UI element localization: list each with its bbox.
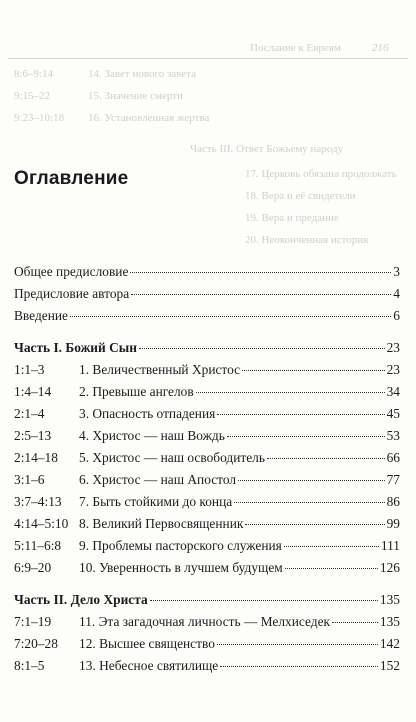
toc-chapter-entry[interactable] bbox=[14, 538, 400, 555]
toc-chapter-entry[interactable] bbox=[14, 658, 400, 675]
scripture-reference: 2:5–13 bbox=[14, 428, 52, 443]
dot-leader bbox=[139, 348, 385, 349]
toc-chapter-entry[interactable] bbox=[14, 614, 400, 631]
dot-leader bbox=[130, 272, 391, 273]
chapter-title: 8. Великий Первосвященник bbox=[79, 516, 244, 531]
dot-leader bbox=[242, 370, 385, 371]
page-number: 23 bbox=[386, 362, 400, 377]
chapter-title: 10. Уверенность в лучшем будущем bbox=[79, 560, 283, 575]
dot-leader bbox=[245, 524, 384, 525]
toc-chapter-entry[interactable] bbox=[14, 406, 400, 423]
dot-leader bbox=[217, 644, 378, 645]
chapter-title: 9. Проблемы пасторского служения bbox=[79, 538, 282, 553]
scripture-reference: 5:11–6:8 bbox=[14, 538, 62, 553]
scripture-reference: 7:1–19 bbox=[14, 614, 52, 629]
toc-front-entry[interactable] bbox=[14, 286, 400, 303]
toc-part-heading[interactable] bbox=[14, 340, 400, 357]
scripture-reference: 6:9–20 bbox=[14, 560, 52, 575]
chapter-title: 5. Христос — наш освободитель bbox=[79, 450, 265, 465]
page-number: 86 bbox=[386, 494, 400, 509]
entry-title: Введение bbox=[14, 308, 68, 323]
dot-leader bbox=[150, 600, 378, 601]
chapter-title: 6. Христос — наш Апостол bbox=[79, 472, 237, 487]
chapter-title: 1. Величественный Христос bbox=[79, 362, 241, 377]
chapter-title: 3. Опасность отпадения bbox=[79, 406, 216, 421]
bleed-line: 20. Неоконченная история bbox=[245, 234, 369, 246]
page-number: 23 bbox=[386, 340, 400, 355]
page-number: 152 bbox=[379, 658, 400, 673]
page-number: 66 bbox=[386, 450, 400, 465]
dot-leader bbox=[70, 316, 391, 317]
entry-title: Предисловие автора bbox=[14, 286, 130, 301]
dot-leader bbox=[220, 666, 378, 667]
chapter-title: 13. Небесное святилище bbox=[79, 658, 219, 673]
page-number: 77 bbox=[386, 472, 400, 487]
bleed-line: Часть III. Ответ Божьему народу bbox=[190, 143, 344, 155]
dot-leader bbox=[234, 502, 384, 503]
part-title: Часть I. Божий Сын bbox=[14, 340, 137, 355]
chapter-title: 11. Эта загадочная личность — Мелхиседек bbox=[79, 614, 331, 629]
toc-chapter-entry[interactable] bbox=[14, 636, 400, 653]
bleed-page-number: 216 bbox=[372, 42, 389, 54]
page-number: 142 bbox=[379, 636, 400, 651]
toc-chapter-entry[interactable] bbox=[14, 516, 400, 533]
bleed-running-header: Послание к Евреям bbox=[250, 42, 341, 54]
dot-leader bbox=[227, 436, 385, 437]
bleed-line: 17. Церковь обязана продолжать bbox=[245, 168, 397, 180]
bleed-ref: 8:6–9:14 bbox=[14, 68, 54, 80]
entry-title: Общее предисловие bbox=[14, 264, 129, 279]
chapter-title: 12. Высшее священство bbox=[79, 636, 215, 651]
scripture-reference: 7:20–28 bbox=[14, 636, 58, 651]
toc-title: Оглавление bbox=[14, 168, 129, 189]
scripture-reference: 1:4–14 bbox=[14, 384, 52, 399]
toc-chapter-entry[interactable] bbox=[14, 560, 400, 577]
scripture-reference: 3:7–4:13 bbox=[14, 494, 62, 509]
page-number: 111 bbox=[380, 538, 400, 553]
dot-leader bbox=[332, 622, 378, 623]
page-number: 135 bbox=[379, 614, 400, 629]
chapter-title: 7. Быть стойкими до конца bbox=[79, 494, 233, 509]
bleed-line: 18. Вера и её свидетели bbox=[245, 190, 356, 202]
chapter-title: 4. Христос — наш Вождь bbox=[79, 428, 225, 443]
bleed-line: 19. Вера и предание bbox=[245, 212, 339, 224]
bleed-header-rule bbox=[8, 58, 408, 59]
bleed-line: 16. Установленная жертва bbox=[88, 112, 210, 124]
bleed-ref: 9:15–22 bbox=[14, 90, 51, 102]
toc-chapter-entry[interactable] bbox=[14, 384, 400, 401]
page-number: 6 bbox=[393, 308, 400, 323]
bleed-line: 15. Значение смерти bbox=[88, 90, 183, 102]
bleed-ref: 9:23–10:18 bbox=[14, 112, 65, 124]
toc-chapter-entry[interactable] bbox=[14, 450, 400, 467]
dot-leader bbox=[217, 414, 384, 415]
chapter-title: 2. Превыше ангелов bbox=[79, 384, 194, 399]
scripture-reference: 8:1–5 bbox=[14, 658, 45, 673]
toc-front-entry[interactable] bbox=[14, 264, 400, 281]
bleed-line: 14. Завет нового завета bbox=[88, 68, 197, 80]
page-number: 53 bbox=[386, 428, 400, 443]
dot-leader bbox=[267, 458, 385, 459]
page-number: 135 bbox=[379, 592, 400, 607]
scripture-reference: 1:1–3 bbox=[14, 362, 45, 377]
scripture-reference: 2:14–18 bbox=[14, 450, 58, 465]
dot-leader bbox=[238, 480, 385, 481]
part-title: Часть II. Дело Христа bbox=[14, 592, 148, 607]
toc-chapter-entry[interactable] bbox=[14, 362, 400, 379]
scripture-reference: 4:14–5:10 bbox=[14, 516, 69, 531]
toc-chapter-entry[interactable] bbox=[14, 472, 400, 489]
toc-chapter-entry[interactable] bbox=[14, 494, 400, 511]
page-number: 99 bbox=[386, 516, 400, 531]
scripture-reference: 3:1–6 bbox=[14, 472, 45, 487]
dot-leader bbox=[131, 294, 391, 295]
toc-chapter-entry[interactable] bbox=[14, 428, 400, 445]
page-number: 3 bbox=[393, 264, 400, 279]
toc-front-entry[interactable] bbox=[14, 308, 400, 325]
scripture-reference: 2:1–4 bbox=[14, 406, 45, 421]
dot-leader bbox=[196, 392, 385, 393]
dot-leader bbox=[285, 568, 378, 569]
page-number: 45 bbox=[386, 406, 400, 421]
dot-leader bbox=[284, 546, 379, 547]
page-number: 126 bbox=[379, 560, 400, 575]
page-number: 34 bbox=[386, 384, 400, 399]
toc-part-heading[interactable] bbox=[14, 592, 400, 609]
page-number: 4 bbox=[393, 286, 400, 301]
